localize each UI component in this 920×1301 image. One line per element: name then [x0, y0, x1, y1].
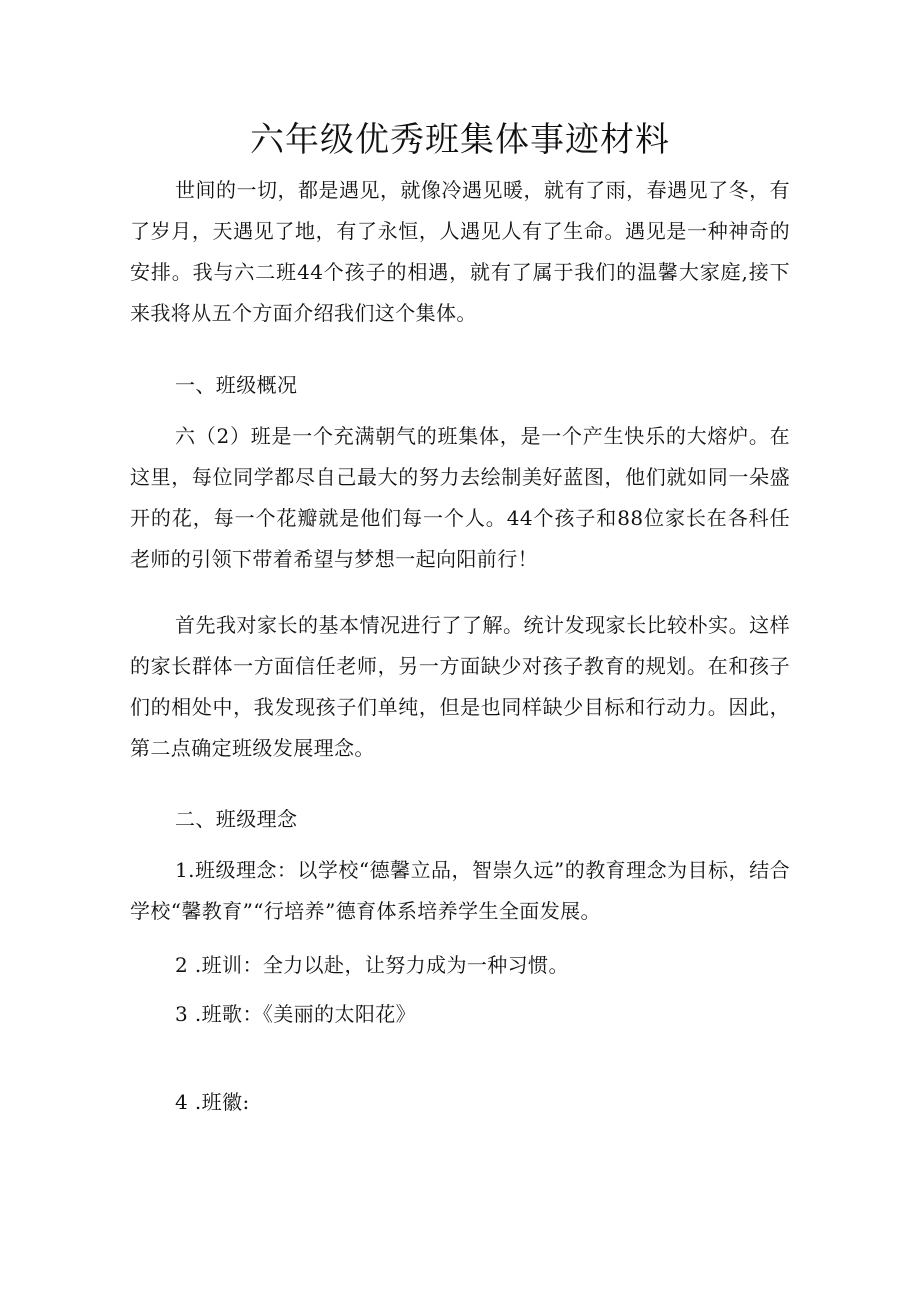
class-song-item: 3 .班歌：《美丽的太阳花》: [175, 1002, 417, 1026]
class-emblem-item: 4 .班徽:: [175, 1090, 250, 1114]
section-heading-class-overview: 一、班级概况: [175, 373, 298, 397]
section-heading-class-philosophy: 二、班级理念: [175, 807, 298, 831]
intro-paragraph: 世间的一切，都是遇见，就像冷遇见暖，就有了雨，春遇见了冬，有了岁月，天遇见了地，有了永恒，人遇见人有了生命。遇见是一种神奇的安排。我与六二班44个孩子的相遇，就有了属于我们的温馨大家庭,接下来我将从五个方面介绍我们这个集体。: [130, 178, 790, 325]
document-title: 六年级优秀班集体事迹材料: [250, 120, 670, 160]
class-philosophy-item: 1.班级理念：以学校“德馨立品，智崇久远”的教育理念为目标，结合学校“馨教育”“行培养”德育体系培养学生全面发展。: [130, 858, 790, 923]
class-motto-item: 2 .班训：全力以赴，让努力成为一种习惯。: [175, 953, 569, 977]
parents-situation-paragraph: 首先我对家长的基本情况进行了了解。统计发现家长比较朴实。这样的家长群体一方面信任老师，另一方面缺少对孩子教育的规划。在和孩子们的相处中，我发现孩子们单纯，但是也同样缺少目标和行动力。因此，第二点确定班级发展理念。: [130, 613, 790, 760]
class-overview-paragraph: 六（2）班是一个充满朝气的班集体，是一个产生快乐的大熔炉。在这里，每位同学都尽自己最大的努力去绘制美好蓝图，他们就如同一朵盛开的花，每一个花瓣就是他们每一个人。44个孩子和88位家长在各科任老师的引领下带着希望与梦想一起向阳前行！: [130, 424, 790, 571]
